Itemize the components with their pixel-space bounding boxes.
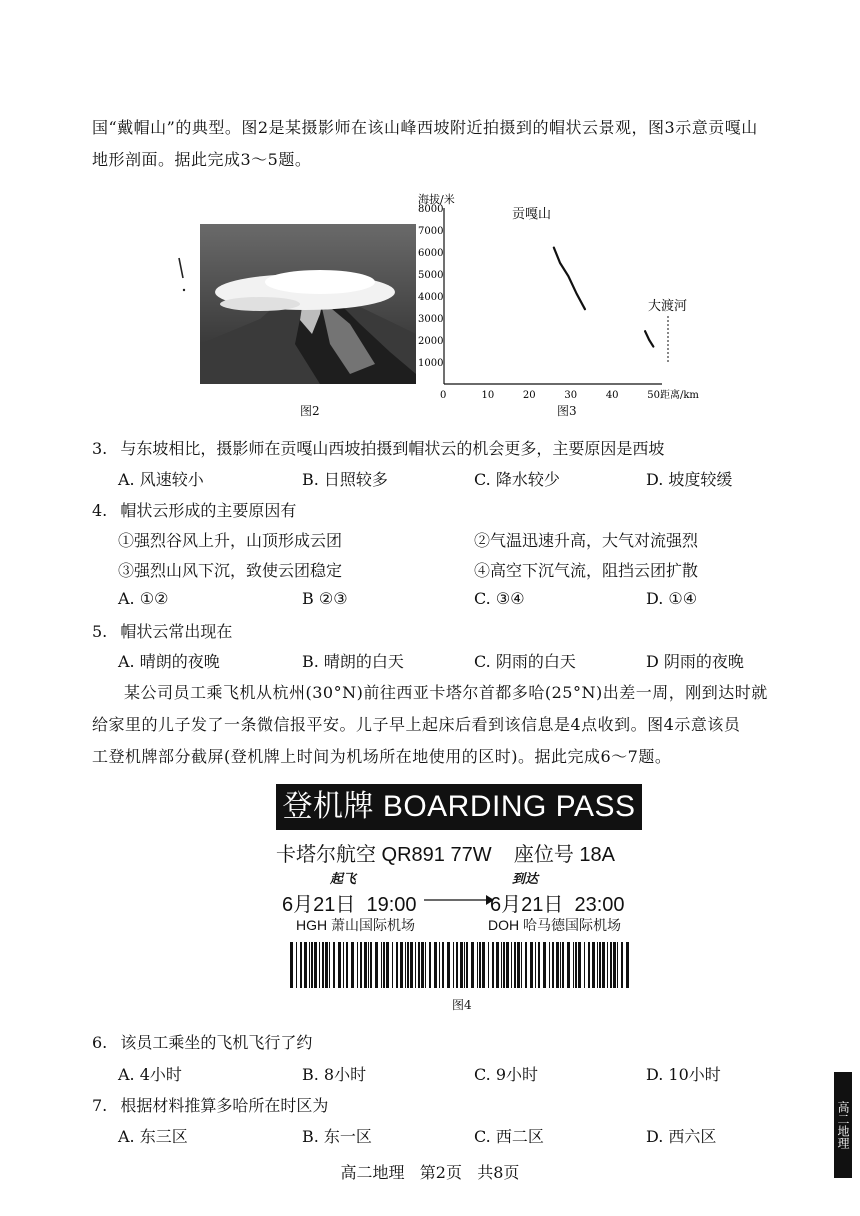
barcode-bar: [383, 942, 385, 988]
fig3-profile-chart: [416, 190, 736, 410]
q4-option-b: B ②③: [302, 589, 348, 608]
question-6-number: 6.: [92, 1033, 108, 1052]
q3-option-b: B. 日照较多: [302, 470, 388, 489]
fig3-y-tick-label: 8000: [418, 204, 444, 215]
fig3-caption: 图3: [557, 404, 577, 418]
barcode-bar: [460, 942, 463, 988]
barcode-bar: [442, 942, 444, 988]
fig3-river-label: 大渡河: [648, 299, 688, 314]
barcode-bar: [610, 942, 612, 988]
intro-line-1: 国“戴帽山”的典型。图2是某摄影师在该山峰西坡附近拍摄到的帽状云景观，图3示意贡嘎山: [92, 118, 758, 137]
q4-item-4: ④高空下沉气流，阻挡云团扩散: [474, 561, 699, 580]
fig3-x-tick-label: 20: [522, 390, 536, 401]
passage-paragraph: [92, 677, 812, 773]
passage-line-1: 某公司员工乘飞机从杭州(30°N)前往西亚卡塔尔首都多哈(25°N)出差一周，刚到达时就: [124, 683, 768, 702]
fig3-y-tick-label: 5000: [418, 270, 444, 281]
barcode-bar: [584, 942, 585, 988]
fig3-y-tick-label: 2000: [418, 336, 444, 347]
fig3-x-axis-label: 50距离/km: [647, 390, 699, 401]
question-4-stem: 帽状云形成的主要原因有: [120, 501, 297, 520]
barcode-bar: [418, 942, 420, 988]
barcode-bar: [607, 942, 608, 988]
barcode-bar: [592, 942, 595, 988]
barcode-bar: [466, 942, 468, 988]
barcode-bar: [386, 942, 389, 988]
barcode-bar: [626, 942, 629, 988]
barcode-bar: [503, 942, 505, 988]
passage-line-3: 工登机牌部分截屏(登机牌上时间为机场所在地使用的区时)。据此完成6～7题。: [92, 747, 672, 766]
intro-line-2: 地形剖面。据此完成3～5题。: [92, 150, 312, 169]
fig2-caption: 图2: [300, 404, 320, 418]
barcode-bar: [479, 942, 481, 988]
barcode-bar: [360, 942, 362, 988]
barcode-bar: [304, 942, 307, 988]
barcode-bar: [447, 942, 450, 988]
barcode-bar: [434, 942, 437, 988]
barcode-bar: [549, 942, 550, 988]
barcode-bar: [552, 942, 554, 988]
question-6: [92, 1030, 312, 1053]
q6-option-c: C. 9小时: [474, 1065, 539, 1084]
barcode-bar: [300, 942, 302, 988]
fig3-y-tick-label: 6000: [418, 248, 444, 259]
handwritten-depart: 起飞: [330, 872, 357, 887]
barcode-bar: [562, 942, 564, 988]
q3-option-a: A. 风速较小: [118, 470, 204, 489]
barcode: [290, 942, 634, 988]
barcode-bar: [396, 942, 398, 988]
stray-mark: [176, 256, 188, 300]
q4-item-1: ①强烈谷风上升，山顶形成云团: [118, 531, 343, 550]
barcode-bar: [525, 942, 527, 988]
barcode-bar: [560, 942, 561, 988]
fig3-y-tick-label: 1000: [418, 358, 444, 369]
fig4-caption: 图4: [452, 998, 472, 1012]
question-7-number: 7.: [92, 1096, 108, 1115]
q7-option-c: C. 西二区: [474, 1127, 544, 1146]
barcode-bar: [488, 942, 489, 988]
barcode-bar: [496, 942, 499, 988]
barcode-bar: [329, 942, 330, 988]
question-7: [92, 1093, 328, 1116]
barcode-bar: [368, 942, 369, 988]
barcode-bar: [381, 942, 382, 988]
q4-option-d: D. ①④: [646, 589, 698, 608]
barcode-bar: [617, 942, 618, 988]
question-5-stem: 帽状云常出现在: [120, 622, 233, 641]
arrow-right-icon: [424, 892, 494, 911]
barcode-bar: [343, 942, 344, 988]
barcode-bar: [357, 942, 358, 988]
question-5-number: 5.: [92, 622, 108, 641]
barcode-bar: [477, 942, 478, 988]
q6-option-b: B. 8小时: [302, 1065, 367, 1084]
barcode-bar: [575, 942, 577, 988]
barcode-bar: [538, 942, 540, 988]
barcode-bar: [410, 942, 413, 988]
barcode-bar: [517, 942, 520, 988]
barcode-bar: [556, 942, 559, 988]
fig3-y-axis-label: 海拔/米: [418, 193, 455, 206]
depart-time: 6月21日 19:00: [282, 894, 417, 916]
q3-option-c: C. 降水较少: [474, 470, 560, 489]
barcode-bar: [415, 942, 416, 988]
q4-option-c: C. ③④: [474, 589, 525, 608]
barcode-bar: [482, 942, 485, 988]
arrive-airport: DOH 哈马德国际机场: [488, 917, 621, 933]
barcode-bar: [471, 942, 474, 988]
barcode-bar: [309, 942, 310, 988]
barcode-bar: [346, 942, 348, 988]
q6-option-d: D. 10小时: [646, 1065, 721, 1084]
q7-option-a: A. 东三区: [118, 1127, 188, 1146]
fig3-y-tick-label: 3000: [418, 314, 444, 325]
barcode-bar: [567, 942, 570, 988]
barcode-bar: [543, 942, 546, 988]
barcode-bar: [573, 942, 574, 988]
question-3-stem: 与东坡相比，摄影师在贡嘎山西坡拍摄到帽状云的机会更多，主要原因是西坡: [120, 439, 665, 458]
barcode-bar: [400, 942, 403, 988]
question-6-stem: 该员工乘坐的飞机飞行了约: [120, 1033, 313, 1052]
passage-line-2: 给家里的儿子发了一条微信报平安。儿子早上起床后看到该信息是4点收到。图4示意该员: [92, 715, 741, 734]
question-4: [92, 498, 296, 521]
fig3-x-tick-label: 0: [440, 390, 447, 401]
intro-paragraph: [92, 112, 792, 176]
q7-option-b: B. 东一区: [302, 1127, 372, 1146]
barcode-bar: [314, 942, 317, 988]
boarding-pass-title: 登机牌 BOARDING PASS: [276, 784, 642, 830]
q6-option-a: A. 4小时: [118, 1065, 182, 1084]
barcode-bar: [290, 942, 293, 988]
fig3-profile-line-1: [554, 248, 585, 310]
barcode-bar: [311, 942, 313, 988]
barcode-bar: [453, 942, 454, 988]
q7-option-d: D. 西六区: [646, 1127, 717, 1146]
q5-option-d: D 阴雨的夜晚: [646, 652, 744, 671]
barcode-bar: [597, 942, 598, 988]
barcode-bar: [425, 942, 426, 988]
q5-option-a: A. 晴朗的夜晚: [118, 652, 220, 671]
barcode-bar: [338, 942, 341, 988]
barcode-bar: [364, 942, 367, 988]
barcode-bar: [521, 942, 522, 988]
q3-option-d: D. 坡度较缓: [646, 470, 733, 489]
question-5: [92, 619, 232, 642]
barcode-bar: [351, 942, 354, 988]
barcode-bar: [370, 942, 372, 988]
question-3-number: 3.: [92, 439, 108, 458]
fig2-mountain-photo: [200, 224, 416, 384]
side-tab: 高二地理: [834, 1072, 852, 1178]
barcode-bar: [501, 942, 502, 988]
q4-item-2: ②气温迅速升高，大气对流强烈: [474, 531, 699, 550]
question-3: [92, 436, 664, 459]
depart-airport: HGH 萧山国际机场: [296, 917, 415, 933]
q5-option-c: C. 阴雨的白天: [474, 652, 576, 671]
barcode-bar: [319, 942, 320, 988]
fig3-profile-line-2: [645, 331, 653, 346]
fig3-x-tick-label: 10: [481, 390, 495, 401]
barcode-bar: [511, 942, 512, 988]
q4-item-3: ③强烈山风下沉，致使云团稳定: [118, 561, 343, 580]
boarding-pass-flight-line: 卡塔尔航空 QR891 77W 座位号 18A: [276, 844, 615, 866]
barcode-bar: [588, 942, 590, 988]
fig3-peak-label: 贡嘎山: [512, 207, 552, 222]
barcode-bar: [325, 942, 328, 988]
question-7-stem: 根据材料推算多哈所在时区为: [120, 1096, 329, 1115]
barcode-bar: [421, 942, 424, 988]
page-footer: 高二地理 第2页 共8页: [340, 1163, 520, 1182]
barcode-bar: [322, 942, 324, 988]
barcode-bar: [530, 942, 533, 988]
barcode-bar: [296, 942, 297, 988]
barcode-bar: [613, 942, 616, 988]
barcode-bar: [535, 942, 536, 988]
barcode-bar: [602, 942, 605, 988]
barcode-bar: [464, 942, 465, 988]
barcode-bar: [514, 942, 516, 988]
barcode-bar: [392, 942, 393, 988]
barcode-bar: [578, 942, 581, 988]
barcode-bar: [456, 942, 458, 988]
arrive-time: 6月21日 23:00: [490, 894, 625, 916]
fig3-y-tick-label: 4000: [418, 292, 444, 303]
q4-option-a: A. ①②: [118, 589, 169, 608]
fig3-x-tick-label: 30: [564, 390, 578, 401]
barcode-bar: [375, 942, 378, 988]
barcode-bar: [405, 942, 406, 988]
barcode-bar: [492, 942, 494, 988]
barcode-bar: [506, 942, 509, 988]
barcode-bar: [333, 942, 335, 988]
q5-option-b: B. 晴朗的白天: [302, 652, 404, 671]
barcode-bar: [429, 942, 431, 988]
fig3-y-tick-label: 7000: [418, 226, 444, 237]
barcode-bar: [599, 942, 601, 988]
barcode-bar: [439, 942, 440, 988]
fig3-x-tick-label: 40: [605, 390, 619, 401]
question-4-number: 4.: [92, 501, 108, 520]
barcode-bar: [407, 942, 409, 988]
handwritten-arrive: 到达: [512, 872, 539, 887]
barcode-bar: [621, 942, 623, 988]
